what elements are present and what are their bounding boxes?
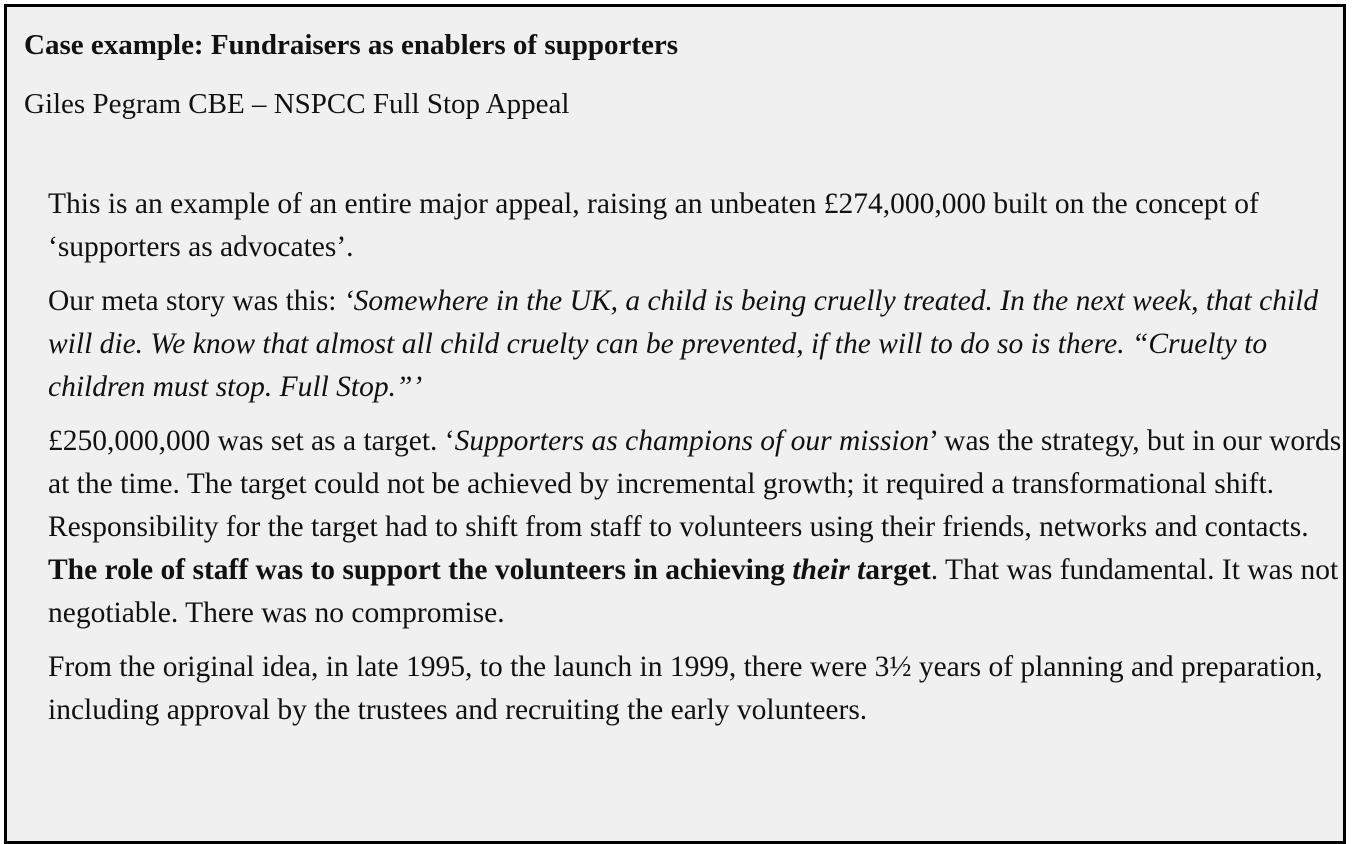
paragraph-timeline: From the original idea, in late 1995, to the launch in 1999, there were 3½ years of planning and preparation, including approval by the trustees and recruiting the early volunteers. [48, 651, 1323, 726]
staff-role-their: their t [792, 554, 866, 586]
staff-role-text-2: arget [865, 554, 931, 586]
staff-role-emphasis [48, 554, 931, 586]
paragraph-meta-story [48, 280, 1348, 409]
target-text-1: £250,000,000 was set as a target. ‘ [48, 425, 455, 457]
case-example-box [4, 4, 1346, 844]
staff-role-text-1: The role of staff was to support the volunteers in achieving [48, 554, 793, 586]
meta-story-quote: ‘Somewhere in the UK, a child is being cruelly treated. In the next week, that child will die. We know that almost all child cruelty can be prevented, if the will to do so is there. “Cruelty to children must stop. Full Stop.”’ [48, 285, 1319, 403]
case-body [48, 183, 1348, 743]
target-strategy-quote: Supporters as champions of our mission [454, 425, 930, 457]
target-text-3: . That was fundamental. It was not negotiable. There was no compromise. [48, 554, 1339, 629]
meta-story-lead: Our meta story was this: [48, 285, 344, 317]
target-text-2: ’ was the strategy, but in our words at the time. The target could not be achieved by incremental growth; it required a transformational shift. Responsibility for the target had to shift from staff to volunteers using their friends, networks and contacts. [48, 425, 1342, 543]
case-title: Case example: Fundraisers as enablers of supporters [24, 29, 679, 61]
paragraph-target-strategy [48, 420, 1348, 635]
case-subtitle: Giles Pegram CBE – NSPCC Full Stop Appeal [24, 88, 570, 120]
paragraph-appeal-summary: This is an example of an entire major appeal, raising an unbeaten £274,000,000 built on the concept of ‘supporters as advocates’. [48, 188, 1259, 263]
